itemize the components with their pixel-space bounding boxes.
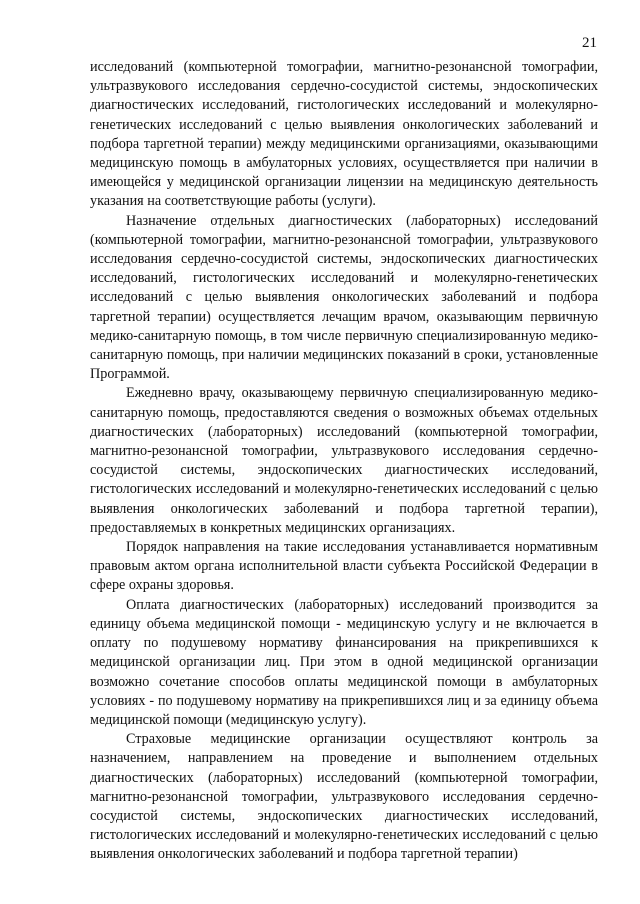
- paragraph-3: Ежедневно врачу, оказывающему первичную специализированную медико-санитарную помощь, предоставляются сведения о возможных объемах отдельных диагностических (лабораторных) исследований (компьютерной томографии, магнитно-резонансной томографии, ультразвукового исследования сердечно-сосудистой системы, эндоскопических диагностических исследований, гистологических исследований и молекулярно-генетических исследований с целью выявления онкологических заболеваний и подбора таргетной терапии), предоставляемых в конкретных медицинских организациях.: [90, 385, 598, 536]
- paragraph-4: Порядок направления на такие исследования устанавливается нормативным правовым актом органа исполнительной власти субъекта Российской Федерации в сфере охраны здоровья.: [90, 539, 598, 594]
- page-number: 21: [582, 35, 597, 51]
- paragraph-5: Оплата диагностических (лабораторных) исследований производится за единицу объема медицинской помощи - медицинскую услугу и не включается в оплату по подушевому нормативу финансирования на прикрепившихся к медицинской организации лиц. При этом в одной медицинской организации возможно сочетание способов оплаты медицинской помощи в амбулаторных условиях - по подушевому нормативу на прикрепившихся лиц и за единицу объема медицинской помощи (медицинскую услугу).: [90, 596, 598, 728]
- paragraph-2: Назначение отдельных диагностических (лабораторных) исследований (компьютерной томографии, магнитно-резонансной томографии, ультразвукового исследования сердечно-сосудистой системы, эндоскопических диагностических исследований, гистологических исследований и молекулярно-генетических исследований с целью выявления онкологических заболеваний и подбора таргетной терапии) осуществляется лечащим врачом, оказывающим первичную медико-санитарную помощь, в том числе первичную специализированную медико-санитарную помощь, при наличии медицинских показаний в сроки, установленные Программой.: [90, 212, 598, 383]
- paragraph-6: Страховые медицинские организации осуществляют контроль за назначением, направлением на проведение и выполнением отдельных диагностических (лабораторных) исследований (компьютерной томографии, магнитно-резонансной томографии, ультразвукового исследования сердечно-сосудистой системы, эндоскопических диагностических исследований, гистологических исследований и молекулярно-генетических исследований с целью выявления онкологических заболеваний и подбора таргетной терапии): [90, 731, 598, 863]
- body-text: [90, 58, 598, 865]
- paragraph-1: исследований (компьютерной томографии, магнитно-резонансной томографии, ультразвукового исследования сердечно-сосудистой системы, эндоскопических диагностических исследований, гистологических исследований и молекулярно-генетических исследований с целью выявления онкологических заболеваний и подбора таргетной терапии) между медицинскими организациями, оказывающими медицинскую помощь в амбулаторных условиях, осуществляется при наличии в имеющейся у медицинской организации лицензии на медицинскую деятельность указания на соответствующие работы (услуги).: [90, 59, 598, 210]
